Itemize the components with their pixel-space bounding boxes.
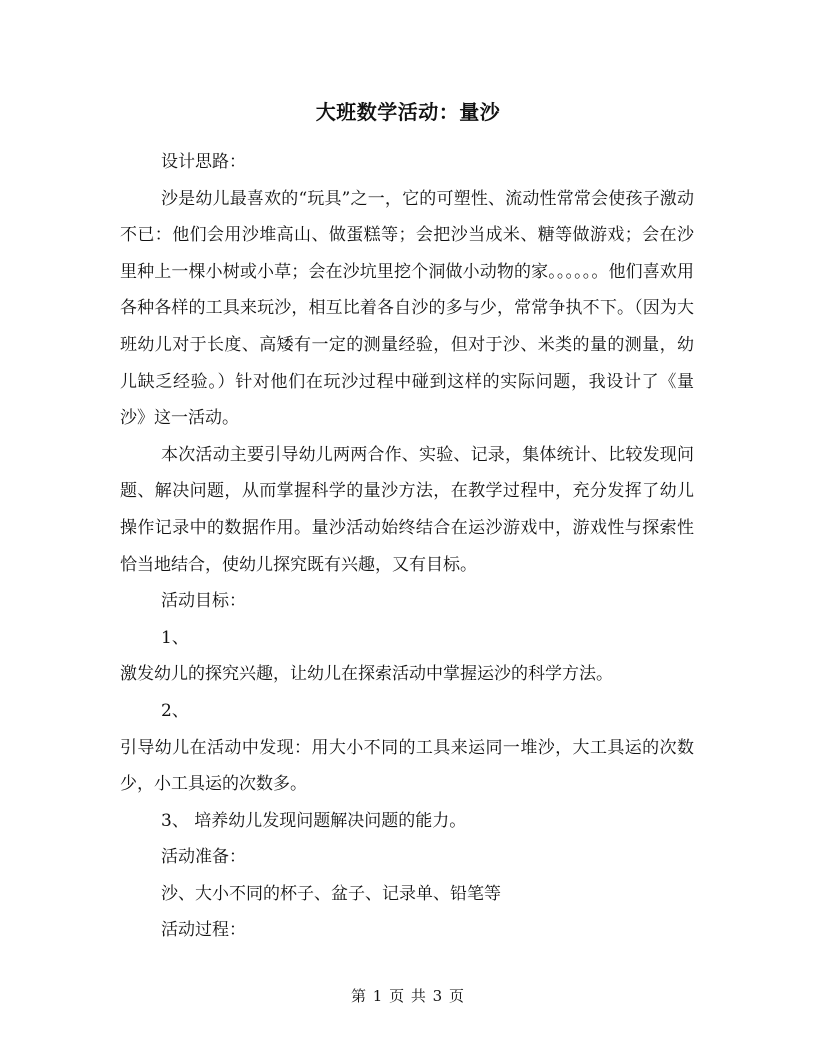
paragraph-preparation-heading: 活动准备： (161, 847, 246, 868)
paragraph-process-heading: 活动过程： (161, 920, 246, 941)
paragraph-goal-3: 3、 培养幼儿发现问题解决问题的能力。 (161, 810, 467, 831)
document-body (120, 144, 694, 949)
paragraph-goal-1-number: 1、 (161, 627, 189, 648)
paragraph-goal-2-number: 2、 (161, 700, 189, 721)
paragraph-goal-2-text: 引导幼儿在活动中发现：用大小不同的工具来运同一堆沙，大工具运的次数少，小工具运的次数多。 (120, 737, 694, 795)
page-footer: 第 1 页 共 3 页 (351, 987, 465, 1005)
paragraph-goal-1-text: 激发幼儿的探究兴趣，让幼儿在探索活动中掌握运沙的科学方法。 (120, 664, 613, 685)
document-title: 大班数学活动：量沙 (315, 100, 501, 124)
paragraph-goals-heading: 活动目标： (161, 591, 246, 612)
paragraph-activity-summary: 本次活动主要引导幼儿两两合作、实验、记录，集体统计、比较发现问题、解决问题，从而掌握科学的量沙方法，在教学过程中，充分发挥了幼儿操作记录中的数据作用。量沙活动始终结合在运沙游戏中，游戏性与探索性恰当地结合，使幼儿探究既有兴趣，又有目标。 (120, 444, 694, 575)
paragraph-design-rationale: 沙是幼儿最喜欢的“玩具”之一，它的可塑性、流动性常常会使孩子激动不已：他们会用沙堆高山、做蛋糕等；会把沙当成米、糖等做游戏；会在沙里种上一棵小树或小草；会在沙坑里挖个洞做小动物的家。。。。。。他们喜欢用各种各样的工具来玩沙，相互比着各自沙的多与少，常常争执不下。（因为大班幼儿对于长度、高矮有一定的测量经验，但对于沙、米类的量的测量，幼儿缺乏经验。）针对他们在玩沙过程中碰到这样的实际问题，我设计了《量沙》这一活动。 (120, 188, 694, 429)
paragraph-preparation-materials: 沙、大小不同的杯子、盆子、记录单、铅笔等 (161, 883, 501, 904)
paragraph-design-heading: 设计思路： (161, 152, 246, 172)
